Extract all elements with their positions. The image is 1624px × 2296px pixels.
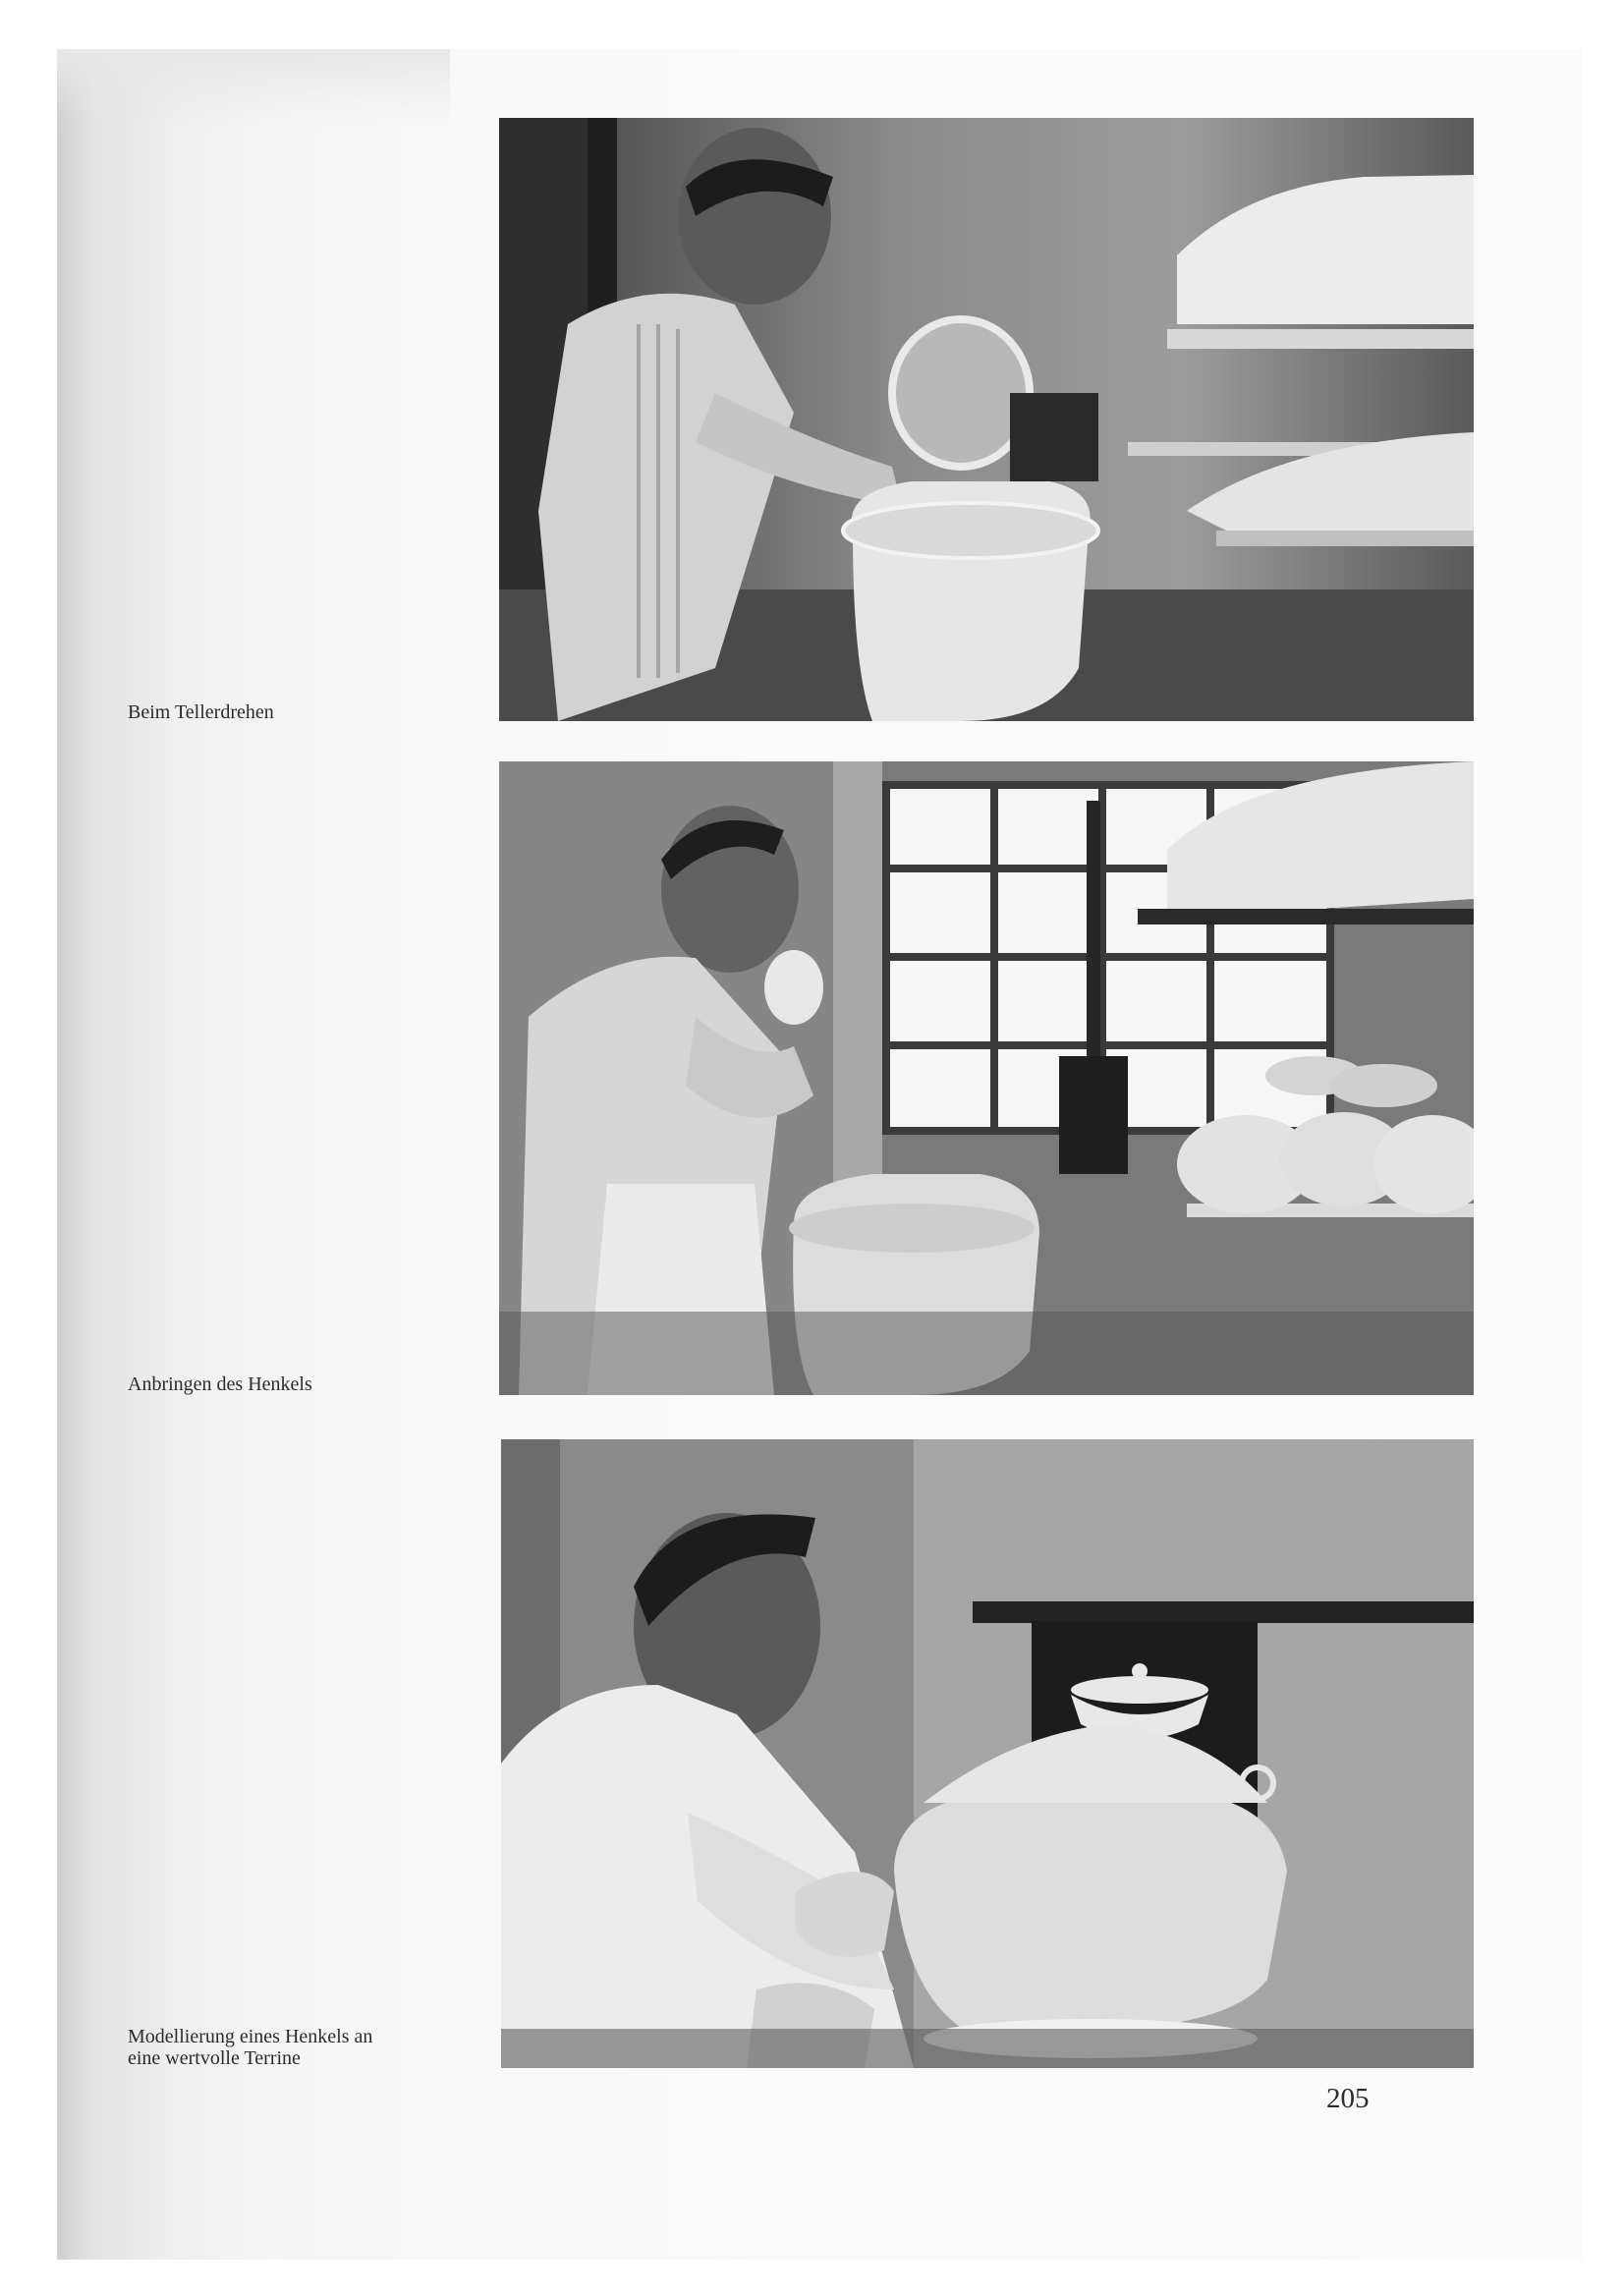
caption-attaching-handle: Anbringen des Henkels xyxy=(128,1373,312,1395)
caption-modelling-handle: Modellierung eines Henkels an eine wertvolle Terrine xyxy=(128,2026,373,2069)
photo-attaching-handle-image xyxy=(499,761,1474,1395)
scan-shadow xyxy=(57,49,450,128)
photo-plate-turning xyxy=(499,118,1474,721)
caption-plate-turning: Beim Tellerdrehen xyxy=(128,701,274,723)
photo-attaching-handle xyxy=(499,761,1474,1395)
photo-modelling-handle xyxy=(501,1439,1474,2068)
page-number: 205 xyxy=(1326,2083,1370,2114)
photo-modelling-handle-image xyxy=(501,1439,1474,2068)
photo-plate-turning-image xyxy=(499,118,1474,721)
